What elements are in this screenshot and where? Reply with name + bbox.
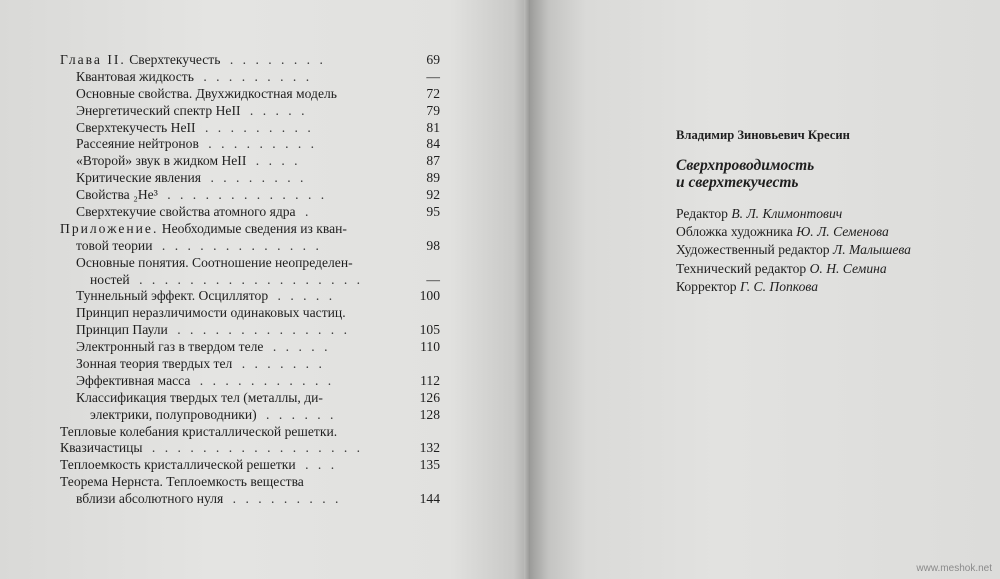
- toc-page-number: 69: [426, 52, 440, 67]
- toc-item-page: 72: [426, 85, 440, 101]
- toc-item-title: Свойства ₂He³: [76, 187, 158, 203]
- toc-item-page: 126: [419, 389, 440, 405]
- toc-item-dots: . . . .: [255, 153, 301, 169]
- toc-item-dots: . . .: [305, 457, 338, 473]
- toc-item: [60, 288, 440, 305]
- toc-appendix-label: Приложение.: [60, 220, 159, 236]
- credit-role: Корректор: [676, 278, 737, 294]
- toc-item-title: Эффективная масса: [76, 372, 191, 388]
- book-title-line-1: Сверхпроводимость: [676, 157, 815, 174]
- toc-item: [60, 153, 440, 170]
- toc-chapter-label: Глава II.: [60, 52, 126, 67]
- toc-item-page: —: [426, 68, 440, 84]
- credit-person: В. Л. Климонтович: [731, 206, 843, 221]
- toc-item-dots: . . . . . . . . . . . . . .: [177, 322, 350, 338]
- toc-item: [60, 373, 440, 390]
- toc-item-page: —: [426, 271, 440, 287]
- toc-item-title: Принцип неразличимости одинаковых частиц.: [76, 305, 346, 321]
- toc-item: [60, 390, 440, 407]
- toc-item: [60, 170, 440, 187]
- toc-item-dots: . . . . . . . . .: [204, 119, 314, 135]
- toc-item-dots: . . . . . . . . . . .: [199, 372, 335, 388]
- credit-role: Технический редактор: [676, 260, 807, 276]
- toc-item: [60, 69, 440, 86]
- table-of-contents: [60, 52, 440, 508]
- toc-item-dots: . . . . . . . .: [210, 170, 307, 186]
- toc-item-page: 89: [426, 170, 440, 186]
- toc-item: [60, 255, 440, 272]
- imprint-credits: [676, 128, 976, 296]
- credit-role: Обложка художника: [676, 224, 793, 240]
- toc-item: [60, 86, 440, 103]
- toc-item-page: 92: [426, 187, 440, 203]
- credit-line: [676, 260, 976, 278]
- toc-item-dots: . . . . .: [272, 339, 331, 355]
- credit-person: Ю. Л. Семенова: [796, 224, 889, 240]
- toc-item-title: ностей: [90, 271, 130, 287]
- toc-item: [60, 424, 440, 441]
- toc-item-dots: . . . . .: [277, 288, 336, 304]
- toc-item-title: Теплоемкость кристаллической решетки: [60, 457, 296, 473]
- toc-item-dots: . . . . . . .: [241, 356, 325, 372]
- credit-line: [676, 278, 976, 296]
- toc-item-page: 84: [426, 136, 440, 152]
- toc-item-page: 87: [426, 153, 440, 169]
- toc-item-title: Принцип Паули: [76, 322, 168, 338]
- toc-item-dots: . . . . . .: [266, 406, 337, 422]
- toc-item-page: 112: [420, 372, 440, 388]
- toc-item: [60, 187, 440, 204]
- toc-item-dots: . . . . . . . . .: [208, 136, 318, 152]
- toc-item-title: Классификация твердых тел (металлы, ди-: [76, 389, 323, 405]
- toc-item-title: Квазичастицы: [60, 440, 143, 456]
- book-title-line-2: и сверхтекучесть: [676, 174, 799, 191]
- toc-item-title: Зонная теория твердых тел: [76, 356, 233, 372]
- toc-appendix-continuation: [60, 238, 440, 255]
- toc-item-page: 79: [426, 102, 440, 118]
- toc-item-title: Сверхтекучие свойства атомного ядра: [76, 204, 296, 220]
- toc-chapter-row: [60, 52, 440, 69]
- credit-person: Л. Малышева: [833, 242, 911, 258]
- author-name: Владимир Зиновьевич Кресин: [676, 128, 850, 142]
- toc-item-page: 95: [426, 204, 440, 220]
- toc-item-title: Квантовая жидкость: [76, 68, 194, 84]
- toc-appendix-continuation-text: товой теории: [76, 237, 153, 253]
- toc-chapter-title: Сверхтекучесть: [129, 52, 221, 67]
- toc-item-title: Рассеяние нейтронов: [76, 136, 199, 152]
- toc-item-title: Теорема Нернста. Теплоемкость вещества: [60, 474, 304, 490]
- credit-line: [676, 241, 976, 259]
- book-title: [676, 157, 976, 191]
- toc-item: [60, 103, 440, 120]
- credit-line: [676, 223, 976, 241]
- toc-item-dots: . . . . .: [249, 102, 308, 118]
- toc-item-dots: . . . . . . . . . . . . .: [167, 187, 328, 203]
- credit-person: Г. С. Попкова: [740, 278, 819, 294]
- toc-item-page: 128: [419, 406, 440, 422]
- toc-item: [60, 356, 440, 373]
- toc-item-title: Сверхтекучесть HeII: [76, 119, 196, 135]
- toc-item-title: Критические явления: [76, 170, 202, 186]
- toc-item-dots: . . . . . . . . . . . . . . . . .: [151, 440, 364, 456]
- toc-item-page: 132: [419, 440, 440, 456]
- toc-item: [60, 272, 440, 289]
- toc-item: [60, 339, 440, 356]
- toc-item-page: 105: [419, 322, 440, 338]
- toc-item: [60, 407, 440, 424]
- site-watermark: www.meshok.net: [916, 563, 992, 574]
- toc-item: [60, 305, 440, 322]
- toc-item: [60, 322, 440, 339]
- toc-item-dots: . . . . . . . . . . . . . . . . . .: [139, 271, 364, 287]
- toc-item: [60, 136, 440, 153]
- toc-item: [60, 474, 440, 491]
- toc-appendix-page: 98: [426, 237, 440, 253]
- toc-item-title: Туннельный эффект. Осциллятор: [76, 288, 269, 304]
- toc-item-title: Энергетический спектр HeII: [76, 102, 241, 118]
- toc-item-title: Основные свойства. Двухжидкостная модель: [76, 85, 337, 101]
- toc-item-page: 81: [426, 119, 440, 135]
- toc-item-title: вблизи абсолютного нуля: [76, 491, 224, 507]
- toc-item-title: Основные понятия. Соотношение неопределен-: [76, 254, 353, 270]
- toc-item-page: 110: [420, 339, 440, 355]
- toc-item-page: 135: [419, 457, 440, 473]
- toc-appendix-row: [60, 221, 440, 238]
- toc-item: [60, 120, 440, 137]
- toc-item-title: «Второй» звук в жидком HeII: [76, 153, 247, 169]
- toc-item-dots: . . . . . . . . .: [203, 68, 313, 84]
- credit-role: Художественный редактор: [676, 242, 830, 258]
- toc-item: [60, 457, 440, 474]
- toc-item: [60, 491, 440, 508]
- toc-item-title: Тепловые колебания кристаллической решетки.: [60, 423, 338, 439]
- toc-item-page: 144: [419, 491, 440, 507]
- toc-dots: . . . . . . . .: [229, 52, 326, 67]
- toc-item: [60, 440, 440, 457]
- toc-appendix-dots: . . . . . . . . . . . . .: [161, 237, 322, 253]
- toc-item-title: Электронный газ в твердом теле: [76, 339, 264, 355]
- toc-item-page: 100: [419, 288, 440, 304]
- credit-person: О. Н. Семина: [809, 260, 887, 276]
- credit-line: [676, 205, 976, 223]
- toc-appendix-title: Необходимые сведения из кван-: [161, 220, 347, 236]
- toc-item: [60, 204, 440, 221]
- toc-item-title: электрики, полупроводники): [90, 406, 257, 422]
- toc-item-dots: . . . . . . . . .: [232, 491, 342, 507]
- toc-item-dots: .: [305, 204, 312, 220]
- credit-role: Редактор: [676, 206, 728, 221]
